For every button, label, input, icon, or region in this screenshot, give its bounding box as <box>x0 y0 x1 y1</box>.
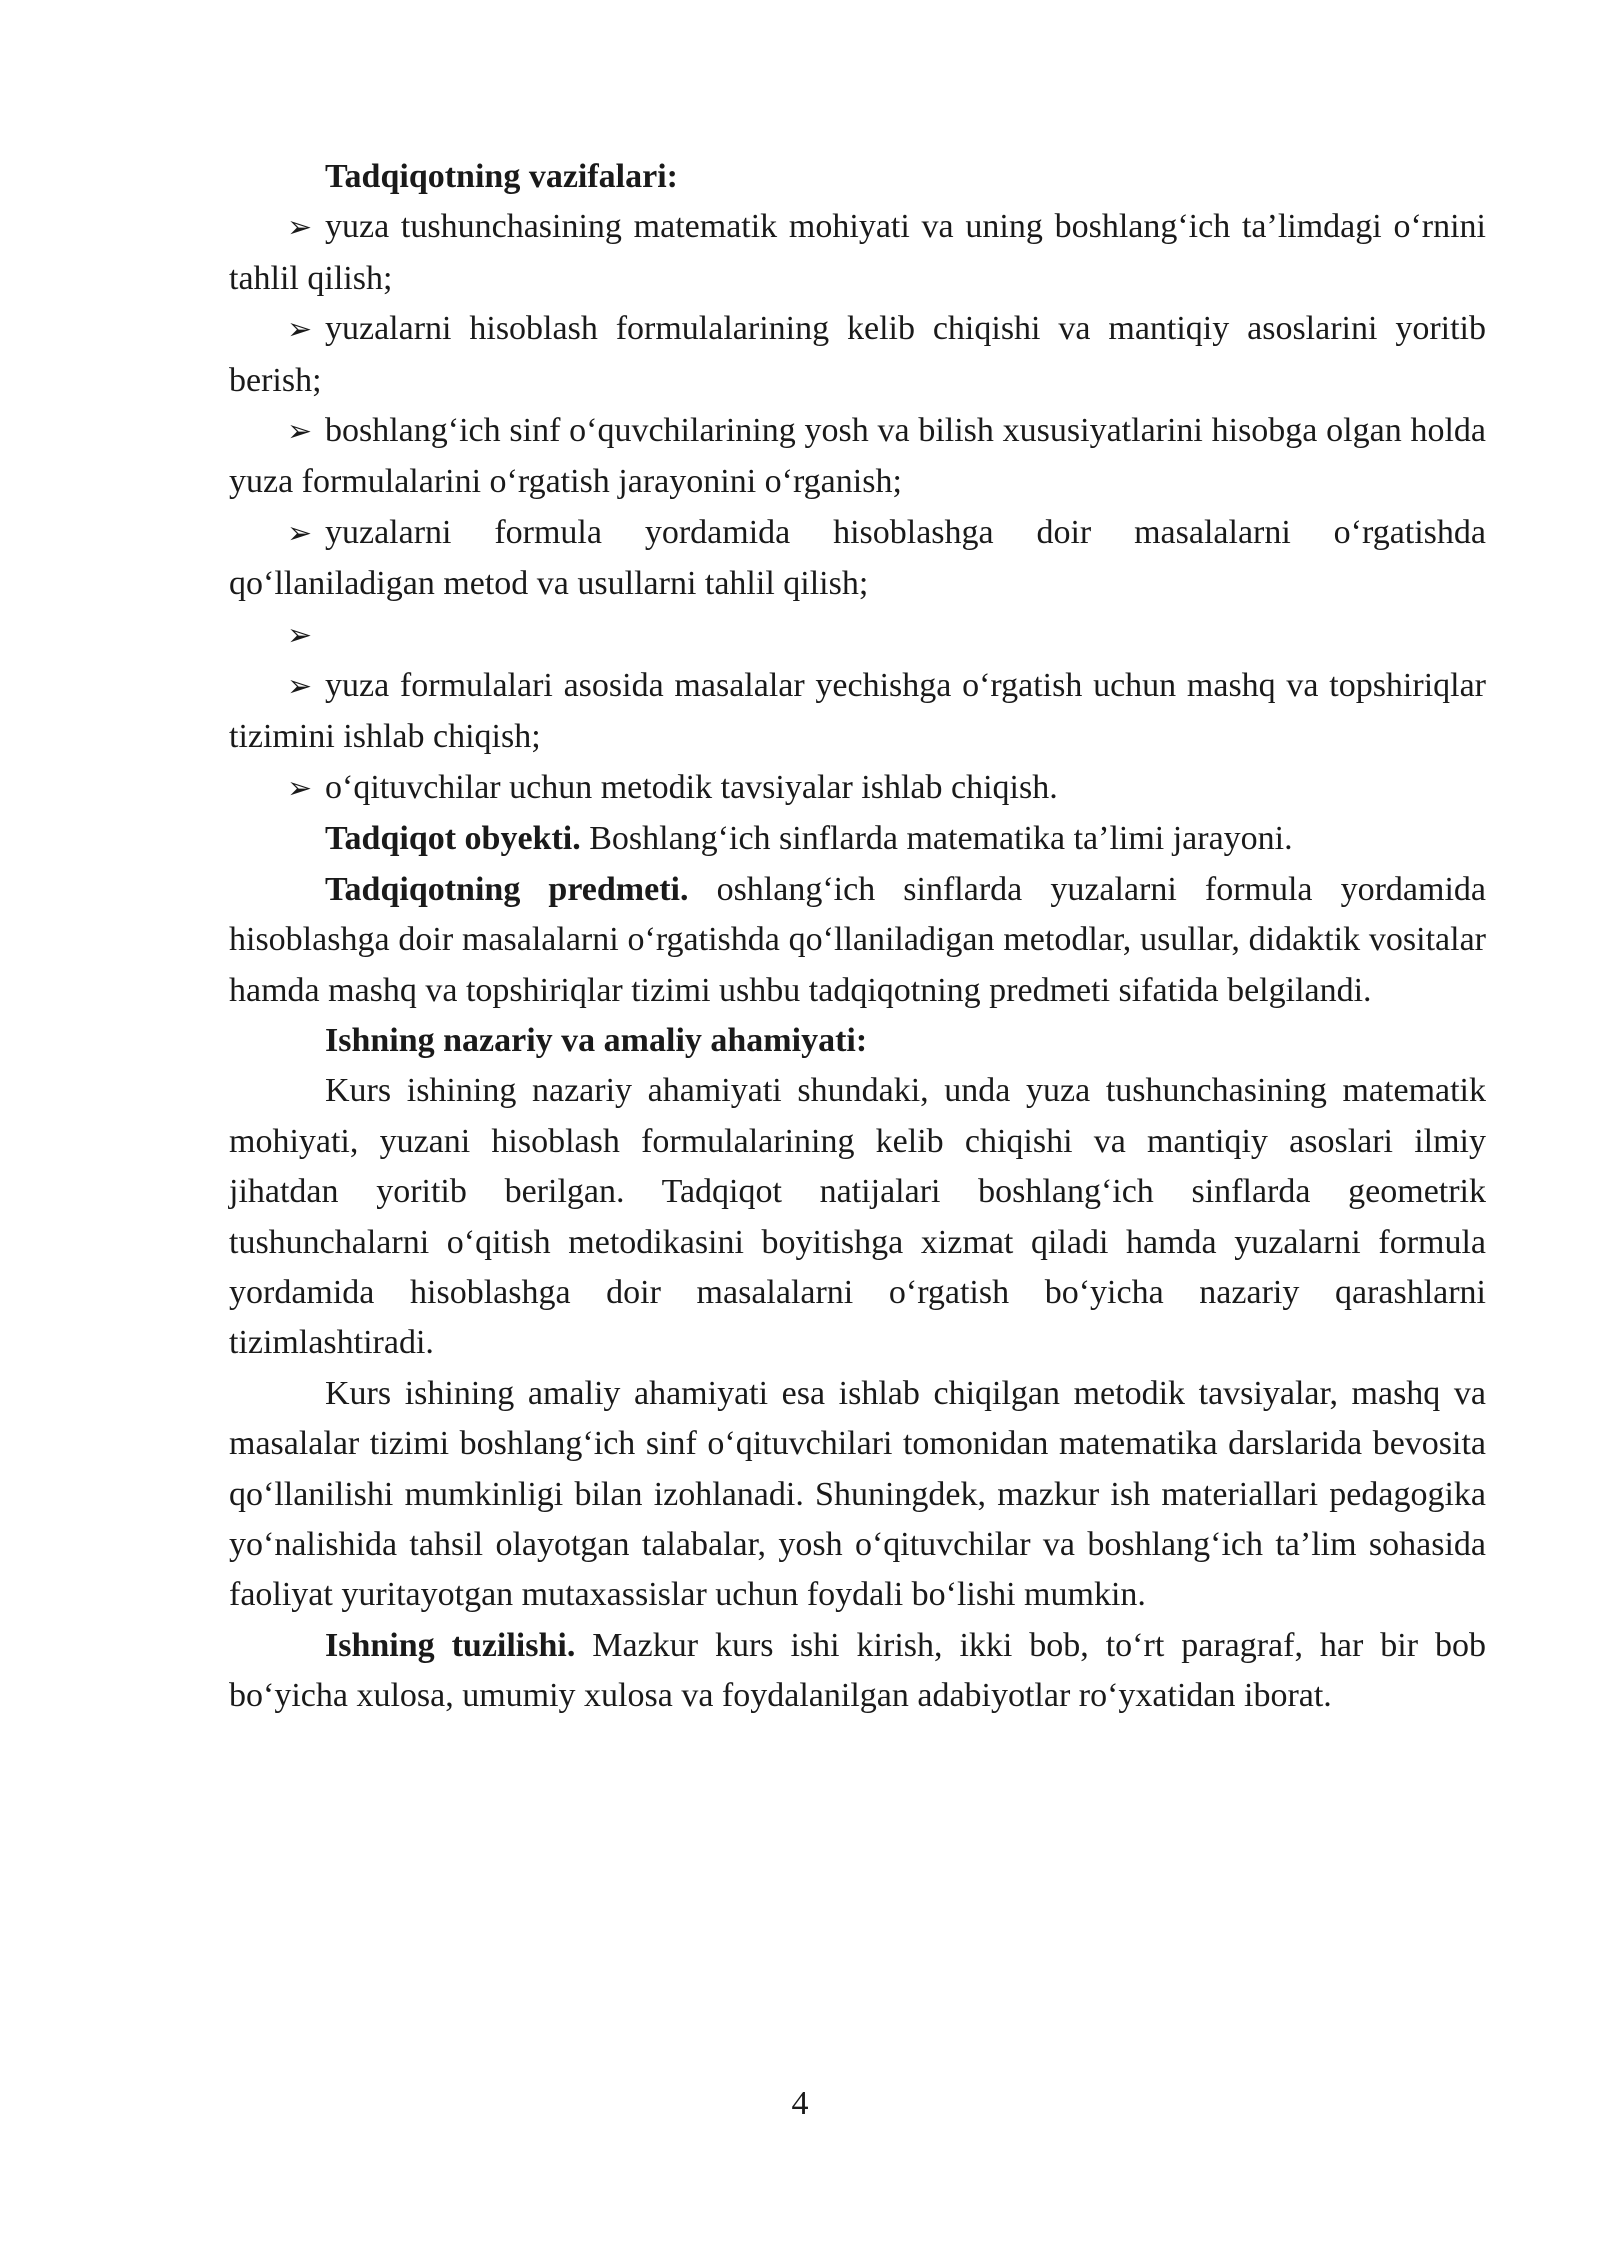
significance-heading: Ishning nazariy va amaliy ahamiyati: <box>325 1021 868 1059</box>
document-page <box>229 152 1486 1722</box>
task-item-text: yuza tushunchasining matematik mohiyati va uning boshlang‘ich ta’limdagi o‘rnini tahlil qilish; <box>229 208 1486 297</box>
task-item-text: o‘qituvchilar uchun metodik tavsiyalar ishlab chiqish. <box>325 768 1058 806</box>
arrow-bullet-icon: ➢ <box>287 312 313 348</box>
task-item-text: yuza formulalari asosida masalalar yechishga o‘rgatish uchun mashq va topshiriqlar tizimini ishlab chiqish; <box>229 667 1486 756</box>
practical-significance-paragraph: Kurs ishining amaliy ahamiyati esa ishlab chiqilgan metodik tavsiyalar, mashq va masalalar tizimi boshlang‘ich sinf o‘qituvchilari tomonidan matematika darslarida bevosita qo‘llanilishi mumkinligi bilan izohlanadi. Shuningdek, mazkur ish materiallari pedagogika yo‘nalishida tahsil olayotgan talabalar, yosh o‘qituvchilar va boshlang‘ich ta’lim sohasida faoliyat yuritayotgan mutaxassislar uchun foydali bo‘lishi mumkin. <box>229 1374 1486 1614</box>
work-structure-paragraph <box>229 1621 1486 1722</box>
research-object-text: Boshlang‘ich sinflarda matematika ta’limi jarayoni. <box>580 820 1293 858</box>
research-subject-text: oshlang‘ich sinflarda yuzalarni formula yordamida hisoblashga doir masalalarni o‘rgatishda qo‘llaniladigan metodlar, usullar, didaktik vositalar hamda mashq va topshiriqlar tizimi ushbu tadqiqotning predmeti sifatida belgilandi. <box>229 870 1487 1009</box>
research-subject-paragraph <box>229 865 1486 1016</box>
research-subject-label: Tadqiqotning predmeti. <box>325 870 689 908</box>
page-number: 4 <box>791 2085 809 2122</box>
work-structure-text: Mazkur kurs ishi kirish, ikki bob, to‘rt paragraf, har bir bob bo‘yicha xulosa, umumiy xulosa va foydalanilgan adabiyotlar ro‘yxatidan iborat. <box>229 1626 1486 1715</box>
arrow-bullet-icon: ➢ <box>287 515 313 551</box>
research-object-label: Tadqiqot obyekti. <box>325 820 581 858</box>
theoretical-significance-paragraph: Kurs ishining nazariy ahamiyati shundaki, unda yuza tushunchasining matematik mohiyati, yuzani hisoblash formulalarining kelib chiqishi va mantiqiy asoslari ilmiy jihatdan yoritib berilgan. Tadqiqot natijalari boshlang‘ich sinflarda geometrik tushunchalarni o‘qitish metodikasini boyitishga xizmat qiladi hamda yuzalarni formula yordamida hisoblashga doir masalalarni o‘rgatish bo‘yicha nazariy qarashlarni tizimlashtiradi. <box>229 1072 1486 1362</box>
arrow-bullet-icon: ➢ <box>287 414 313 450</box>
task-item <box>229 661 1486 763</box>
tasks-heading: Tadqiqotning vazifalari: <box>325 158 678 195</box>
task-item <box>229 406 1486 508</box>
arrow-bullet-icon: ➢ <box>287 210 313 246</box>
arrow-bullet-icon: ➢ <box>287 617 313 653</box>
task-item-text: boshlang‘ich sinf o‘quvchilarining yosh va bilish xususiyatlarini hisobga olgan holda yuza formulalarini o‘rgatish jarayonini o‘rganish; <box>229 412 1486 501</box>
research-object-paragraph <box>229 814 1486 864</box>
task-item <box>229 202 1486 304</box>
arrow-bullet-icon: ➢ <box>287 770 313 806</box>
task-item <box>229 304 1486 406</box>
work-structure-label: Ishning tuzilishi. <box>325 1626 576 1664</box>
task-item-text: yuzalarni formula yordamida hisoblashga doir masalalarni o‘rgatishda qo‘llaniladigan metod va usullarni tahlil qilish; <box>229 513 1486 603</box>
task-item <box>229 763 1486 814</box>
arrow-bullet-icon: ➢ <box>287 669 313 705</box>
task-item-text: yuzalarni hisoblash formulalarining kelib chiqishi va mantiqiy asoslarini yoritib berish; <box>229 310 1486 399</box>
task-item <box>229 508 1486 610</box>
task-item-empty <box>229 610 1486 661</box>
